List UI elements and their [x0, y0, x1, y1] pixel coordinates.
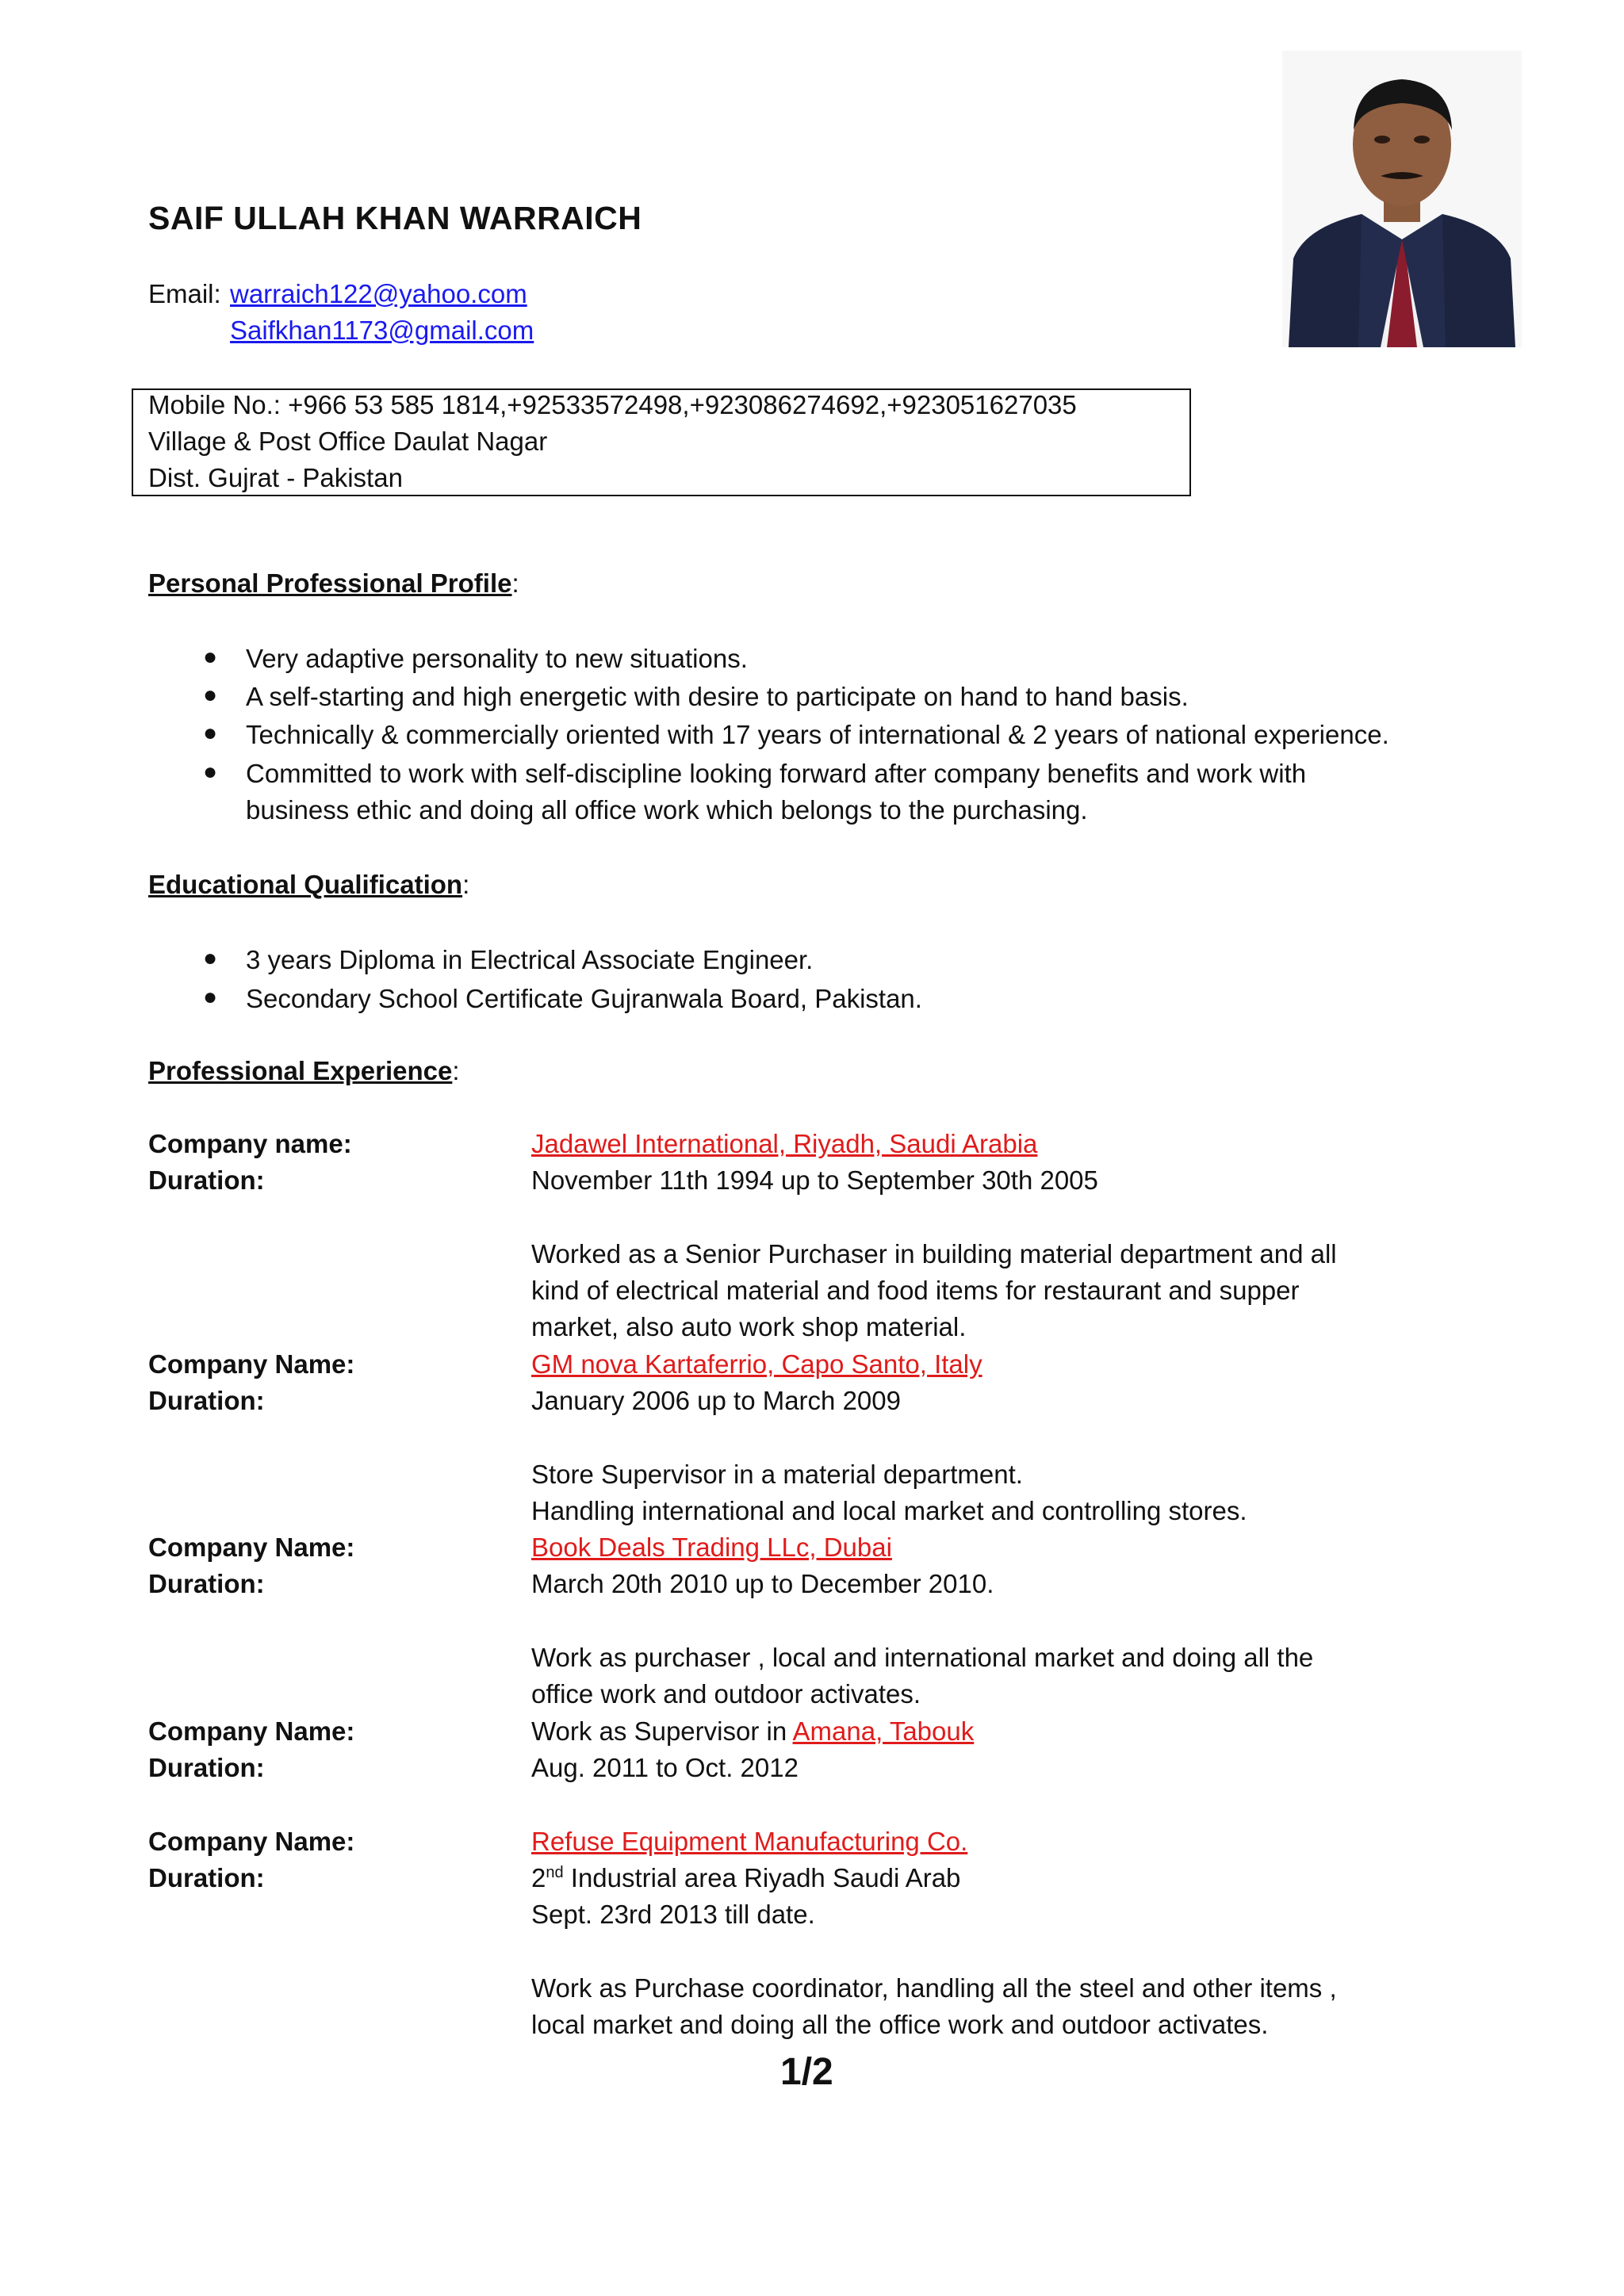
email-label: Email: — [148, 279, 221, 308]
education-heading: Educational Qualification — [148, 870, 463, 899]
email-link-2[interactable]: Saifkhan1173@gmail.com — [230, 316, 534, 345]
address-value: 2nd Industrial area Riyadh Saudi Arab — [531, 1863, 961, 1892]
job-description: Work as Purchase coordinator, handling all the steel and other items , — [531, 1973, 1337, 2003]
experience-heading-row: Professional Experience: — [148, 1056, 460, 1085]
education-item: 3 years Diploma in Electrical Associate Engineer. — [246, 945, 814, 974]
job-description: office work and outdoor activates. — [531, 1679, 921, 1709]
company-label: Company Name: — [148, 1349, 355, 1379]
job-description: Worked as a Senior Purchaser in building material department and all — [531, 1239, 1337, 1269]
profile-item: Technically & commercially oriented with 17 years of international & 2 years of national experience. — [246, 720, 1389, 749]
profile-item-continued: business ethic and doing all office work which belongs to the purchasing. — [246, 795, 1088, 825]
mobile-numbers: Mobile No.: +966 53 585 1814,+92533572498,+923086274692,+923051627035 — [148, 390, 1077, 419]
profile-item: Very adaptive personality to new situations. — [246, 644, 748, 673]
bullet-icon: ● — [203, 644, 218, 670]
company-link[interactable]: Amana, Tabouk — [792, 1716, 975, 1746]
duration-label: Duration: — [148, 1863, 265, 1892]
duration-value: Aug. 2011 to Oct. 2012 — [531, 1753, 799, 1782]
company-prefix: Work as Supervisor in — [531, 1716, 793, 1746]
profile-heading-row: Personal Professional Profile: — [148, 568, 519, 598]
profile-item: A self-starting and high energetic with desire to participate on hand to hand basis. — [246, 682, 1189, 711]
job-description: local market and doing all the office work and outdoor activates. — [531, 2010, 1269, 2039]
company-link[interactable]: GM nova Kartaferrio, Capo Santo, Italy — [531, 1349, 982, 1379]
bullet-icon: ● — [203, 720, 218, 746]
page-number: 1/2 — [780, 2051, 833, 2093]
duration-value: March 20th 2010 up to December 2010. — [531, 1569, 994, 1598]
portrait-image — [1282, 51, 1522, 347]
duration-label: Duration: — [148, 1569, 265, 1598]
education-item: Secondary School Certificate Gujranwala Board, Pakistan. — [246, 984, 922, 1013]
job-description: kind of electrical material and food items for restaurant and supper — [531, 1276, 1300, 1305]
job-description: Store Supervisor in a material department. — [531, 1460, 1023, 1489]
duration-label: Duration: — [148, 1753, 265, 1782]
job-description: Handling international and local market and controlling stores. — [531, 1496, 1247, 1525]
job-description: market, also auto work shop material. — [531, 1312, 967, 1341]
company-link[interactable]: Refuse Equipment Manufacturing Co. — [531, 1827, 968, 1856]
duration-value: January 2006 up to March 2009 — [531, 1386, 901, 1415]
email-link-1[interactable]: warraich122@yahoo.com — [230, 279, 527, 308]
company-label: Company Name: — [148, 1716, 355, 1746]
company-row — [531, 1716, 974, 1747]
bullet-icon: ● — [203, 682, 218, 708]
company-link[interactable]: Book Deals Trading LLc, Dubai — [531, 1533, 892, 1562]
duration-value: November 11th 1994 up to September 30th 2005 — [531, 1165, 1098, 1195]
job-description: Work as purchaser , local and international market and doing all the — [531, 1643, 1314, 1672]
profile-heading: Personal Professional Profile — [148, 568, 512, 598]
address-line-2: Dist. Gujrat - Pakistan — [148, 463, 403, 492]
profile-photo — [1282, 51, 1522, 347]
company-label: Company Name: — [148, 1827, 355, 1856]
address-line-1: Village & Post Office Daulat Nagar — [148, 427, 548, 456]
bullet-icon: ● — [203, 984, 218, 1010]
candidate-name: SAIF ULLAH KHAN WARRAICH — [148, 200, 642, 236]
bullet-icon: ● — [203, 945, 218, 971]
bullet-icon: ● — [203, 759, 218, 785]
profile-item: Committed to work with self-discipline looking forward after company benefits and work with — [246, 759, 1307, 788]
duration-label: Duration: — [148, 1165, 265, 1195]
company-link[interactable]: Jadawel International, Riyadh, Saudi Arabia — [531, 1129, 1038, 1158]
company-label: Company name: — [148, 1129, 352, 1158]
company-label: Company Name: — [148, 1533, 355, 1562]
contact-box — [132, 388, 1191, 496]
experience-heading: Professional Experience — [148, 1056, 453, 1085]
education-heading-row: Educational Qualification: — [148, 870, 470, 899]
duration-value: Sept. 23rd 2013 till date. — [531, 1900, 815, 1929]
duration-label: Duration: — [148, 1386, 265, 1415]
